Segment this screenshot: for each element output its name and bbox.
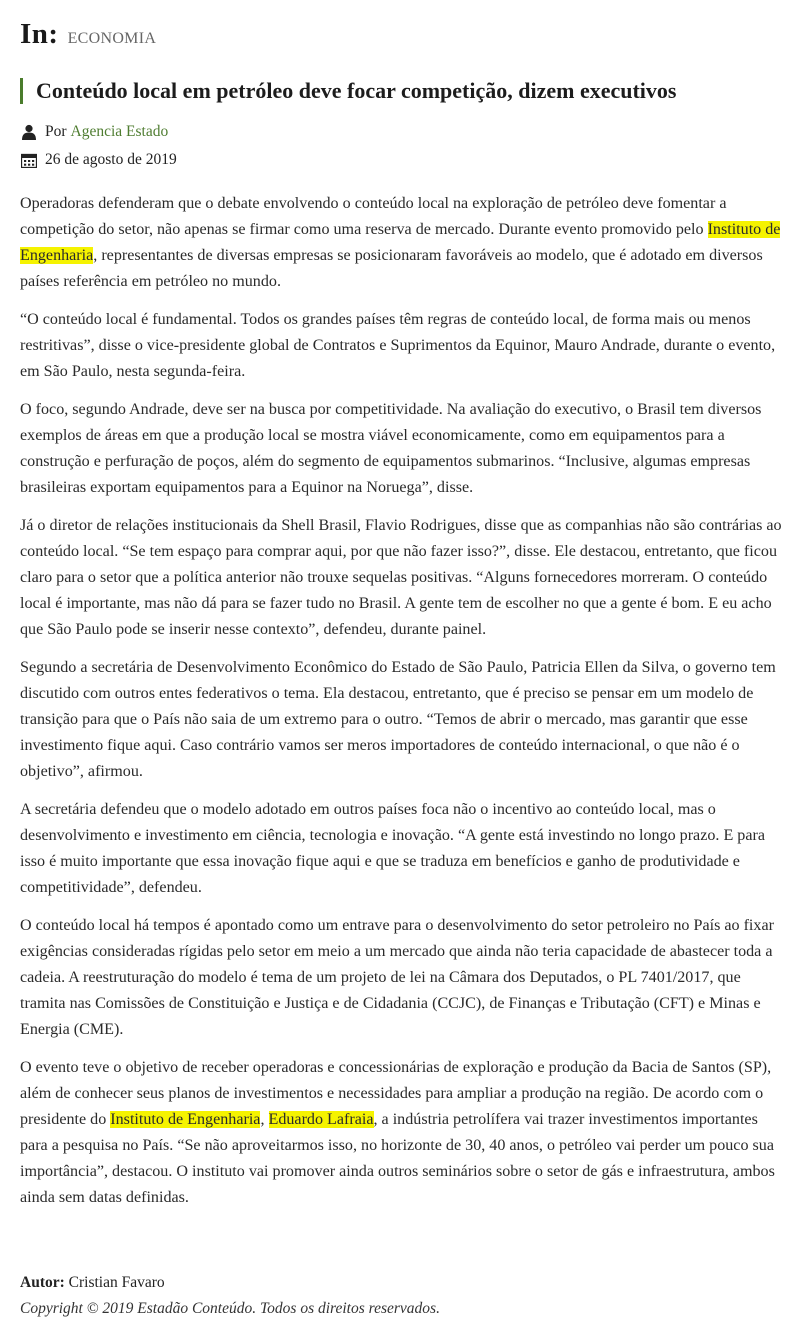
publish-date-row <box>21 151 177 169</box>
article-author <box>20 1274 165 1292</box>
copyright-notice: Copyright © 2019 Estadão Conteúdo. Todos os direitos reservados. <box>20 1300 440 1317</box>
paragraph-3: O foco, segundo Andrade, deve ser na busca por competitividade. Na avaliação do executivo, o Brasil tem diversos exemplos de áreas em que a produção local se mostra viável economicamente, como em equipamentos para a construção e perfuração de poços, além do segmento de equipamentos submarinos. “Inclusive, algumas empresas brasileiras exportam equipamentos para a Equinor na Noruega”, disse. <box>20 401 762 496</box>
author-label: Autor: <box>20 1274 65 1291</box>
highlight-instituto-link[interactable]: Instituto de Engenharia <box>110 1111 261 1128</box>
publish-date: 26 de agosto de 2019 <box>45 151 177 168</box>
author-name: Cristian Favaro <box>64 1274 165 1291</box>
calendar-icon <box>21 153 37 168</box>
article-title: Conteúdo local em petróleo deve focar competição, dizem executivos <box>36 78 677 103</box>
paragraph-5: Segundo a secretária de Desenvolvimento Econômico do Estado de São Paulo, Patricia Ellen da Silva, o governo tem discutido com outros entes federativos o tema. Ela destacou, entretanto, que é preciso se pensar em um modelo de transição para que o País não saia de um extremo para o outro. “Temos de abrir o mercado, mas garantir que esse investimento fique aqui. Caso contrário vamos ser meros importadores de conteúdo internacional, o que não é o objetivo”, afirmou. <box>20 659 776 780</box>
article-title-block <box>20 78 676 104</box>
highlight-lafraia-link[interactable]: Eduardo Lafraia <box>268 1111 374 1128</box>
byline <box>21 123 168 141</box>
byline-source-link[interactable]: Agencia Estado <box>70 123 169 140</box>
article-body <box>20 191 785 1223</box>
paragraph-7: O conteúdo local há tempos é apontado como um entrave para o desenvolvimento do setor petroleiro no País ao fixar exigências consideradas rígidas pelo setor em meio a um mercado que ainda não teria capacidade de abastecer toda a cadeia. A reestruturação do modelo é tema de um projeto de lei na Câmara dos Deputados, o PL 7401/2017, que tramita nas Comissões de Constituição e Justiça e de Cidadania (CCJC), de Finanças e Tributação (CFT) e Minas e Energia (CME). <box>20 917 774 1038</box>
byline-prefix: Por <box>45 123 67 140</box>
section-prefix: In: <box>20 18 59 50</box>
paragraph-6: A secretária defendeu que o modelo adotado em outros países foca não o incentivo ao conteúdo local, mas o desenvolvimento e investimento em ciência, tecnologia e inovação. “A gente está investindo no longo prazo. E para isso é muito importante que essa inovação fique aqui e que se traduza em benefícios e ganho de produtividade e competitividade”, defendeu. <box>20 801 765 896</box>
paragraph-2: “O conteúdo local é fundamental. Todos os grandes países têm regras de conteúdo local, de forma mais ou menos restritivas”, disse o vice-presidente global de Contratos e Suprimentos da Equinor, Mauro Andrade, durante o evento, em São Paulo, nesta segunda-feira. <box>20 311 776 380</box>
paragraph-8: O evento teve o objetivo de receber operadoras e concessionárias de exploração e produção da Bacia de Santos (SP), além de conhecer seus planos de investimentos e necessidades para ampliar a produção na região. De acordo com o presidente do Instituto de Engenharia, Eduardo Lafraia, a indústria petrolífera vai trazer investimentos importantes para a pesquisa no País. “Se não aproveitarmos isso, no horizonte de 30, 40 anos, o petróleo vai perder um pouco sua importância”, destacou. O instituto vai promover ainda outros seminários sobre o setor de gás e infraestrutura, ambos ainda sem datas definidas. <box>20 1059 775 1206</box>
section-name[interactable]: ECONOMIA <box>67 30 157 47</box>
section-header <box>20 18 156 51</box>
paragraph-4: Já o diretor de relações institucionais da Shell Brasil, Flavio Rodrigues, disse que as companhias não são contrárias ao conteúdo local. “Se tem espaço para comprar aqui, por que não fazer isso?”, disse. Ele destacou, entretanto, que ficou claro para o setor que a política anterior não trouxe sequelas positivas. “Alguns fornecedores morreram. O conteúdo local é importante, mas não dá para se fazer tudo no Brasil. A gente tem de escolher no que a gente é bom. E eu acho que São Paulo pode se inserir nesse contexto”, defendeu, durante painel. <box>20 517 782 638</box>
highlight-instituto-link[interactable]: Instituto de Engenharia <box>20 221 781 264</box>
user-icon <box>21 124 37 140</box>
paragraph-1: Operadoras defenderam que o debate envolvendo o conteúdo local na exploração de petróleo deve fomentar a competição do setor, não apenas se firmar como uma reserva de mercado. Durante evento promovido pelo Instituto de Engenharia, representantes de diversas empresas se posicionaram favoráveis ao modelo, que é adotado em diversos países referência em petróleo no mundo. <box>20 195 781 290</box>
